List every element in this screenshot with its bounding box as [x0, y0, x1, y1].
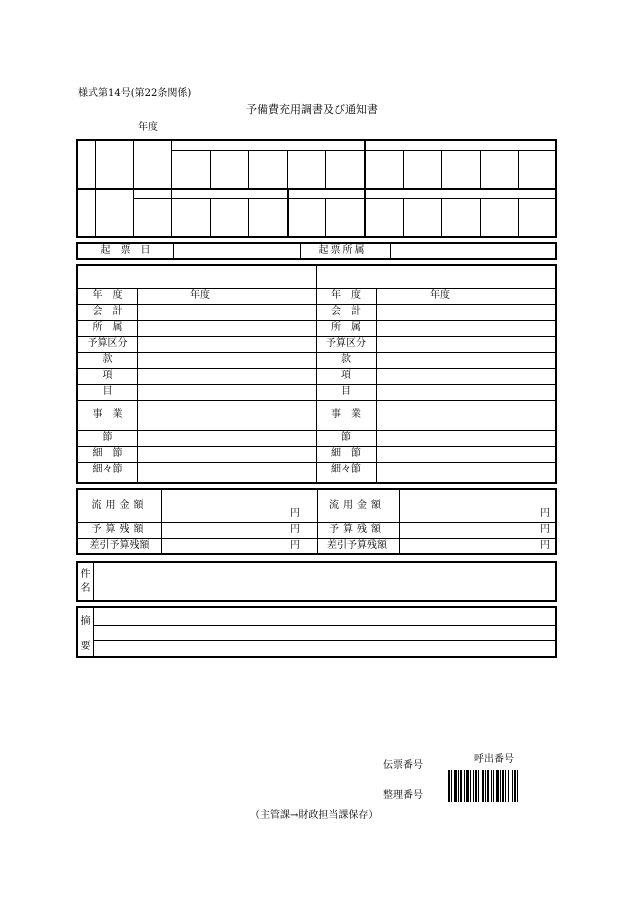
- barcode-bar: [458, 770, 459, 802]
- detail-right-label-8: 節: [341, 432, 351, 443]
- detail-left-label-1: 会 計: [92, 306, 123, 317]
- detail-right-label-2: 所 属: [331, 322, 361, 333]
- barcode-bar: [502, 770, 504, 802]
- slip-number-label: 伝票番号: [383, 760, 423, 771]
- barcode-bar: [514, 770, 516, 802]
- detail-left-label-5: 項: [102, 370, 113, 381]
- amount-right-yen-1: 円: [540, 524, 550, 535]
- storage-note: （主管課→財政担当課保存）: [250, 810, 379, 821]
- form-number: 様式第14号(第22条関係): [78, 88, 192, 99]
- amount-right-yen-2: 円: [540, 540, 550, 551]
- barcode-bar: [493, 770, 494, 802]
- detail-row-divider: [78, 400, 316, 401]
- detail-left-label-3: 予算区分: [87, 338, 128, 349]
- detail-left-label-9: 細 節: [92, 448, 123, 459]
- detail-right-label-5: 項: [341, 370, 351, 381]
- detail-right-label-0: 年 度: [331, 290, 361, 301]
- amount-left-yen-2: 円: [290, 540, 300, 551]
- detail-left-label-2: 所 属: [92, 322, 123, 333]
- barcode-bar: [478, 770, 479, 802]
- amount-right-yen-0: 円: [540, 508, 550, 519]
- barcode-bar: [496, 770, 499, 802]
- barcode-icon: [448, 770, 548, 805]
- barcode-bar: [466, 770, 469, 802]
- detail-left-label-0: 年 度: [92, 290, 123, 301]
- detail-left-year-suffix: 年度: [190, 290, 210, 301]
- detail-left-label-10: 細々節: [92, 464, 123, 475]
- barcode-bar: [517, 770, 518, 802]
- detail-right-label-9: 細 節: [331, 448, 361, 459]
- barcode-bar: [491, 770, 492, 802]
- amount-right-label-2: 差引予算残額: [327, 540, 387, 551]
- barcode-bar: [448, 770, 450, 802]
- detail-left-label-8: 節: [102, 432, 113, 443]
- detail-right-label-1: 会 計: [331, 306, 361, 317]
- amount-right-label-1: 予算残額: [329, 524, 385, 535]
- barcode-bar: [464, 770, 465, 802]
- barcode-bar: [505, 770, 506, 802]
- subject-box: [76, 561, 557, 602]
- barcode-bar: [482, 770, 484, 802]
- barcode-bar: [487, 770, 489, 802]
- barcode-bar: [454, 770, 457, 802]
- kihyo-row: [76, 242, 557, 260]
- amount-left-label-1: 予算残額: [91, 524, 148, 535]
- summary-box: [76, 606, 557, 658]
- kihyo-date-label: 起 票 日: [100, 245, 151, 256]
- barcode-bar: [500, 770, 501, 802]
- detail-right-label-10: 細々節: [331, 464, 361, 475]
- fiscal-year-label: 年度: [138, 122, 158, 133]
- code-grid: [76, 139, 557, 238]
- detail-left-label-7: 事 業: [92, 409, 123, 420]
- detail-right-label-6: 目: [341, 386, 351, 397]
- subject-label-2: 名: [80, 583, 91, 594]
- detail-left-label-4: 款: [102, 354, 113, 365]
- amount-left-label-0: 流用金額: [91, 500, 148, 511]
- detail-right-label-4: 款: [341, 354, 351, 365]
- amount-right-label-0: 流用金額: [329, 500, 385, 511]
- form-title: 予備費充用調書及び通知書: [246, 103, 378, 116]
- barcode-bar: [475, 770, 477, 802]
- barcode-bar: [460, 770, 462, 802]
- barcode-bar: [473, 770, 474, 802]
- call-number-label: 呼出番号: [474, 754, 514, 765]
- summary-label-2: 要: [80, 641, 91, 652]
- amount-left-label-2: 差引予算残額: [89, 540, 150, 551]
- subject-label-1: 件: [80, 569, 91, 580]
- detail-right-label-7: 事 業: [331, 409, 361, 420]
- amount-left-yen-0: 円: [290, 508, 300, 519]
- detail-right-label-3: 予算区分: [326, 338, 366, 349]
- ref-number-label: 整理番号: [383, 790, 423, 801]
- detail-left-label-6: 目: [102, 386, 113, 397]
- barcode-bar: [512, 770, 513, 802]
- detail-right-year-suffix: 年度: [430, 290, 450, 301]
- barcode-bar: [451, 770, 452, 802]
- summary-label-1: 摘: [80, 616, 91, 627]
- kihyo-dept-label: 起票所属: [318, 245, 367, 256]
- barcode-bar: [508, 770, 509, 802]
- amount-left-yen-1: 円: [290, 524, 300, 535]
- detail-row-divider: [316, 400, 555, 401]
- barcode-bar: [485, 770, 486, 802]
- barcode-bar: [470, 770, 471, 802]
